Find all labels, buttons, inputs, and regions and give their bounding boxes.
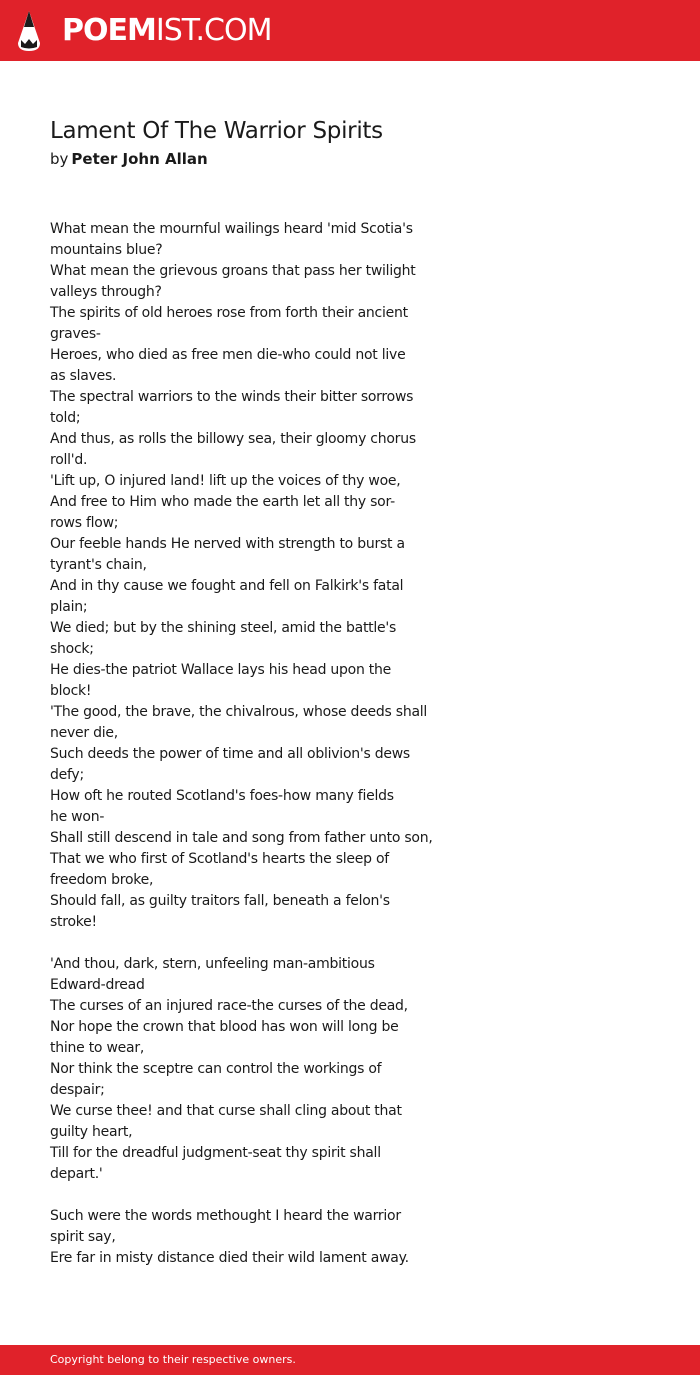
poem-line: tyrant's chain, bbox=[50, 557, 147, 573]
logo-light-text: IST.COM bbox=[155, 13, 272, 48]
site-logo[interactable] bbox=[16, 10, 271, 52]
logo-bold-text: POEM bbox=[62, 13, 156, 48]
poem-line: And free to Him who made the earth let all thy sor- bbox=[50, 494, 395, 510]
site-logo-text bbox=[62, 10, 271, 52]
poem-line: He dies-the patriot Wallace lays his head upon the bbox=[50, 662, 392, 678]
poem-line: 'Lift up, O injured land! lift up the voices of thy woe, bbox=[50, 473, 401, 489]
poem-byline bbox=[50, 148, 208, 170]
poem-line: Our feeble hands He nerved with strength to burst a bbox=[50, 536, 405, 552]
poem-line: roll'd. bbox=[50, 452, 88, 468]
poem-line: he won- bbox=[50, 809, 105, 825]
poem-line: What mean the mournful wailings heard 'mid Scotia's bbox=[50, 221, 413, 237]
poem-line: Such deeds the power of time and all oblivion's dews bbox=[50, 746, 410, 762]
poem-line: 'The good, the brave, the chivalrous, whose deeds shall bbox=[50, 704, 428, 720]
poem-line: mountains blue? bbox=[50, 242, 163, 258]
poem-line: Ere far in misty distance died their wild lament away. bbox=[50, 1250, 409, 1266]
copyright-text: Copyright belong to their respective owners. bbox=[50, 1353, 296, 1366]
poem-line: plain; bbox=[50, 599, 88, 615]
poem-line: Such were the words methought I heard the warrior bbox=[50, 1208, 401, 1224]
poem-title: Lament Of The Warrior Spirits bbox=[50, 118, 383, 144]
poem-line: 'And thou, dark, stern, unfeeling man-ambitious bbox=[50, 956, 375, 972]
poem-line: We curse thee! and that curse shall cling about that bbox=[50, 1103, 402, 1119]
poem-line: The spectral warriors to the winds their bitter sorrows bbox=[50, 389, 414, 405]
pen-nib-icon bbox=[16, 10, 42, 52]
poem-line: The spirits of old heroes rose from forth their ancient bbox=[50, 305, 408, 321]
poem-body bbox=[50, 219, 440, 1269]
poem-line: Nor hope the crown that blood has won will long be bbox=[50, 1019, 399, 1035]
poem-line: And in thy cause we fought and fell on Falkirk's fatal bbox=[50, 578, 404, 594]
poem-line: Till for the dreadful judgment-seat thy spirit shall bbox=[50, 1145, 381, 1161]
poem-line: How oft he routed Scotland's foes-how many fields bbox=[50, 788, 394, 804]
poem-line: Should fall, as guilty traitors fall, beneath a felon's bbox=[50, 893, 390, 909]
poem-line: thine to wear, bbox=[50, 1040, 145, 1056]
stanza-break bbox=[50, 1185, 440, 1206]
by-label: by bbox=[50, 150, 69, 168]
poem-line: freedom broke, bbox=[50, 872, 154, 888]
poem-line: What mean the grievous groans that pass her twilight bbox=[50, 263, 416, 279]
poem-line: guilty heart, bbox=[50, 1124, 133, 1140]
site-header bbox=[0, 0, 700, 61]
poem-line: never die, bbox=[50, 725, 118, 741]
poem-line: Edward-dread bbox=[50, 977, 145, 993]
poem-line: shock; bbox=[50, 641, 94, 657]
poem-line: as slaves. bbox=[50, 368, 117, 384]
poem-line: Heroes, who died as free men die-who could not live bbox=[50, 347, 406, 363]
poem-line: rows flow; bbox=[50, 515, 119, 531]
poem-line: The curses of an injured race-the curses of the dead, bbox=[50, 998, 408, 1014]
poem-line: That we who first of Scotland's hearts the sleep of bbox=[50, 851, 389, 867]
poem-line: defy; bbox=[50, 767, 84, 783]
poem-line: spirit say, bbox=[50, 1229, 116, 1245]
poem-line: And thus, as rolls the billowy sea, their gloomy chorus bbox=[50, 431, 416, 447]
poem-line: told; bbox=[50, 410, 81, 426]
site-footer bbox=[0, 1345, 700, 1375]
poem-line: despair; bbox=[50, 1082, 105, 1098]
poem-line: Nor think the sceptre can control the workings of bbox=[50, 1061, 382, 1077]
poem-line: depart.' bbox=[50, 1166, 103, 1182]
poem-author: Peter John Allan bbox=[71, 150, 208, 168]
stanza-break bbox=[50, 933, 440, 954]
poem-line: stroke! bbox=[50, 914, 97, 930]
poem-line: block! bbox=[50, 683, 92, 699]
poem-line: valleys through? bbox=[50, 284, 162, 300]
poem-line: graves- bbox=[50, 326, 101, 342]
poem-line: We died; but by the shining steel, amid the battle's bbox=[50, 620, 397, 636]
poem-line: Shall still descend in tale and song from father unto son, bbox=[50, 830, 433, 846]
